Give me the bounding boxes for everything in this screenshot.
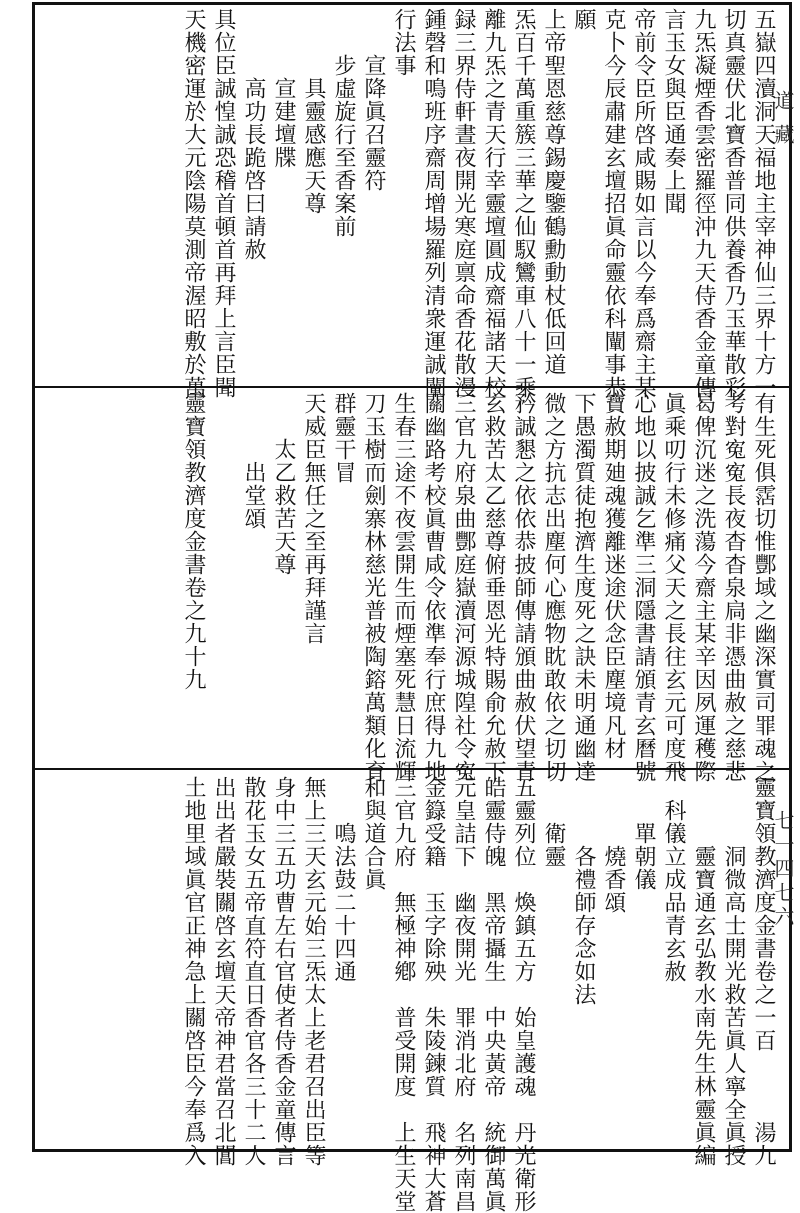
column-text: 金籙受籍 玉字除殃 朱陵鍊質 飛神大蒼	[421, 776, 446, 1213]
column-text: 切真靈伏北寶香普同供養香乃玉華散彩	[721, 8, 746, 399]
column-text: 元皇詰下 幽夜開光 罪消北府 名列南昌	[451, 776, 476, 1213]
text-column	[478, 392, 508, 783]
column-text: 三官九府泉曲酆庭嶽瀆河源城隍社令寃	[451, 392, 476, 783]
text-column	[268, 776, 298, 1167]
text-column	[628, 392, 658, 783]
text-column	[358, 8, 388, 384]
text-column	[448, 392, 478, 783]
column-text: 靈寶通玄弘教水南先生林靈眞編	[691, 776, 716, 1167]
column-text: 洞微高士開光救苦眞人寧全眞授	[721, 776, 746, 1167]
text-column	[658, 8, 688, 384]
column-text: 無上三天玄元始三炁太上老君召出臣等	[301, 776, 326, 1167]
text-column	[538, 392, 568, 783]
text-column	[508, 8, 538, 399]
column-text: 和與道合眞	[361, 776, 386, 891]
text-column	[688, 776, 718, 1167]
text-column	[328, 776, 358, 1148]
column-text: 録三界侍軒晝夜開光寒庭禀命香花散漫	[451, 8, 476, 399]
column-text: 散花玉女五帝直符直日香官各三十二人	[241, 776, 266, 1167]
text-column	[538, 8, 568, 384]
column-text: 衛靈	[541, 776, 566, 868]
text-column	[688, 392, 718, 783]
column-text: 炁百千萬重簇三華之仙馭鸞車八十一乘	[511, 8, 536, 399]
text-column	[298, 392, 328, 764]
text-column	[598, 8, 628, 399]
text-column	[208, 392, 238, 764]
text-column	[238, 392, 268, 764]
text-column	[178, 392, 208, 764]
column-text: 玄救苦太乙慈尊俯垂恩光特賜俞允赦下	[481, 392, 506, 783]
column-text: 心地以披誠乞準三洞隱書請頒青玄曆號	[631, 392, 656, 783]
column-text: 土地里域眞官正神急上關啓臣今奉爲入	[181, 776, 206, 1167]
column-text: 帝前令臣所啓咸賜如言以今奉爲齋主某	[631, 8, 656, 399]
text-column	[688, 8, 718, 399]
column-text: 靈寶領教濟度金書卷之九十九	[181, 392, 206, 691]
text-column	[748, 8, 778, 399]
divider-top	[32, 386, 792, 388]
column-text: 天機密運於大元陰陽莫測帝渥昭敷於萬	[181, 8, 206, 399]
text-column	[508, 392, 538, 783]
column-text: 克卜今辰肅建玄壇招眞命靈依科闡事恭	[601, 8, 626, 399]
column-text: 具位臣誠惶誠恐稽首頓首再拜上言臣聞	[211, 8, 236, 399]
column-text: 具靈感應天尊	[301, 8, 326, 215]
text-column	[448, 776, 478, 1213]
text-column	[328, 392, 358, 764]
text-column	[748, 392, 778, 783]
text-column	[448, 8, 478, 399]
text-column	[388, 8, 418, 384]
text-column	[238, 8, 268, 384]
text-column	[298, 8, 328, 384]
text-column	[418, 8, 448, 399]
text-column	[178, 776, 208, 1167]
column-text: 五嶽四瀆洞天福地主宰神仙三界十方一	[751, 8, 776, 399]
column-text: 高功長跪啓曰請赦	[241, 8, 266, 261]
text-column	[748, 776, 778, 1167]
column-text: 鳴法鼓二十四通	[331, 776, 356, 983]
text-column	[508, 776, 538, 1213]
column-text: 微之方抗志出塵何心應物眈敢依之切切	[541, 392, 566, 783]
column-text: 關幽路考校眞曹咸令依準奉行庶得九地	[421, 392, 446, 783]
text-column	[178, 8, 208, 399]
column-text: 生春三途不夜雲開生而煙塞死慧日流輝	[391, 392, 416, 783]
text-column	[658, 776, 688, 1148]
margin-title: 道藏	[771, 90, 795, 158]
text-column	[238, 776, 268, 1167]
text-column	[328, 8, 358, 384]
text-column	[568, 392, 598, 783]
column-text: 鍾磬和鳴班序齋周增場羅列清衆運誠闡	[421, 8, 446, 399]
text-column	[538, 776, 568, 1148]
column-text: 考對寃寃長夜杳杳泉扃非憑曲赦之慈悲	[721, 392, 746, 783]
text-column	[568, 8, 598, 384]
column-text: 宣建壇牒	[271, 8, 296, 169]
panel-middle	[40, 392, 784, 783]
text-column	[568, 776, 598, 1148]
text-column	[388, 776, 418, 1213]
margin-page-number: 七一四七六	[771, 810, 795, 930]
column-text: 九炁凝煙香雲密羅徑沖九天侍香金童傳	[691, 8, 716, 399]
column-text: 群靈干冒	[331, 392, 356, 484]
column-text: 出堂頌	[241, 392, 266, 530]
column-text: 上帝聖恩慈尊錫慶鑒鶴勳動杖低回道	[541, 8, 566, 376]
column-text: 刀玉樹而劍寨林慈光普被陶鎔萬類化育	[361, 392, 386, 783]
column-text: 各禮師存念如法	[571, 776, 596, 1006]
column-text: 矜誠懇之依依恭披師傳請頒曲赦伏望青	[511, 392, 536, 783]
column-text: 離九炁之青天行幸靈壇圓成齋福諸天校	[481, 8, 506, 399]
text-column	[718, 8, 748, 399]
text-column	[418, 776, 448, 1213]
column-text: 寶赦期廸魂獲離迷途伏念臣塵境凡材	[601, 392, 626, 760]
column-text: 燒香頌	[601, 776, 626, 914]
column-text: 出出者嚴裝關啓玄壇天帝神君當召北閶	[211, 776, 236, 1167]
text-column	[358, 392, 388, 783]
column-text: 言玉女與臣通奏上聞	[661, 8, 686, 215]
column-text: 宣降眞召靈符	[361, 8, 386, 192]
text-column	[268, 392, 298, 764]
text-column	[598, 392, 628, 764]
column-text: 五靈列位 煥鎮五方 始皇護魂 丹光衛形	[511, 776, 536, 1213]
column-text: 單朝儀	[631, 776, 656, 891]
text-column	[388, 392, 418, 783]
column-text: 有生死俱霑切惟酆域之幽深實司罪魂之	[751, 392, 776, 783]
text-column	[598, 776, 628, 1148]
panel-bottom	[40, 776, 784, 1213]
column-text: 靈寶領教濟度金書卷之一百 湯九	[751, 776, 776, 1167]
text-column	[718, 392, 748, 783]
column-text: 曷俾沉迷之洗蕩今齋主某辛因夙運穫際	[691, 392, 716, 783]
column-text: 步虛旋行至香案前	[331, 8, 356, 238]
text-column	[628, 8, 658, 399]
text-column	[628, 776, 658, 1148]
column-text: 眞乘叨行未修痛父天之長往玄元可度飛	[661, 392, 686, 783]
column-text: 下愚濁質徒抱濟生度死之訣未明通幽達	[571, 392, 596, 783]
text-column	[478, 776, 508, 1213]
text-column	[208, 776, 238, 1167]
column-text: 天威臣無任之至再拜謹言	[301, 392, 326, 645]
column-text: 科儀立成品青玄赦	[661, 776, 686, 983]
column-text: 皓靈侍魄 黑帝攝生 中央黃帝 統御萬眞	[481, 776, 506, 1213]
text-column	[418, 392, 448, 783]
column-text: 願	[571, 8, 596, 31]
column-text: 行法事	[391, 8, 416, 77]
text-column	[208, 8, 238, 399]
text-column	[478, 8, 508, 399]
text-column	[658, 392, 688, 783]
panel-top	[40, 8, 784, 399]
text-column	[358, 776, 388, 1148]
text-column	[298, 776, 328, 1167]
column-text: 太乙救苦天尊	[271, 392, 296, 576]
text-column	[718, 776, 748, 1167]
text-column	[268, 8, 298, 384]
column-text: 三官九府 無極神鄕 普受開度 上生天堂	[391, 776, 416, 1213]
column-text: 身中三五功曹左右官使者侍香金童傳言	[271, 776, 296, 1167]
